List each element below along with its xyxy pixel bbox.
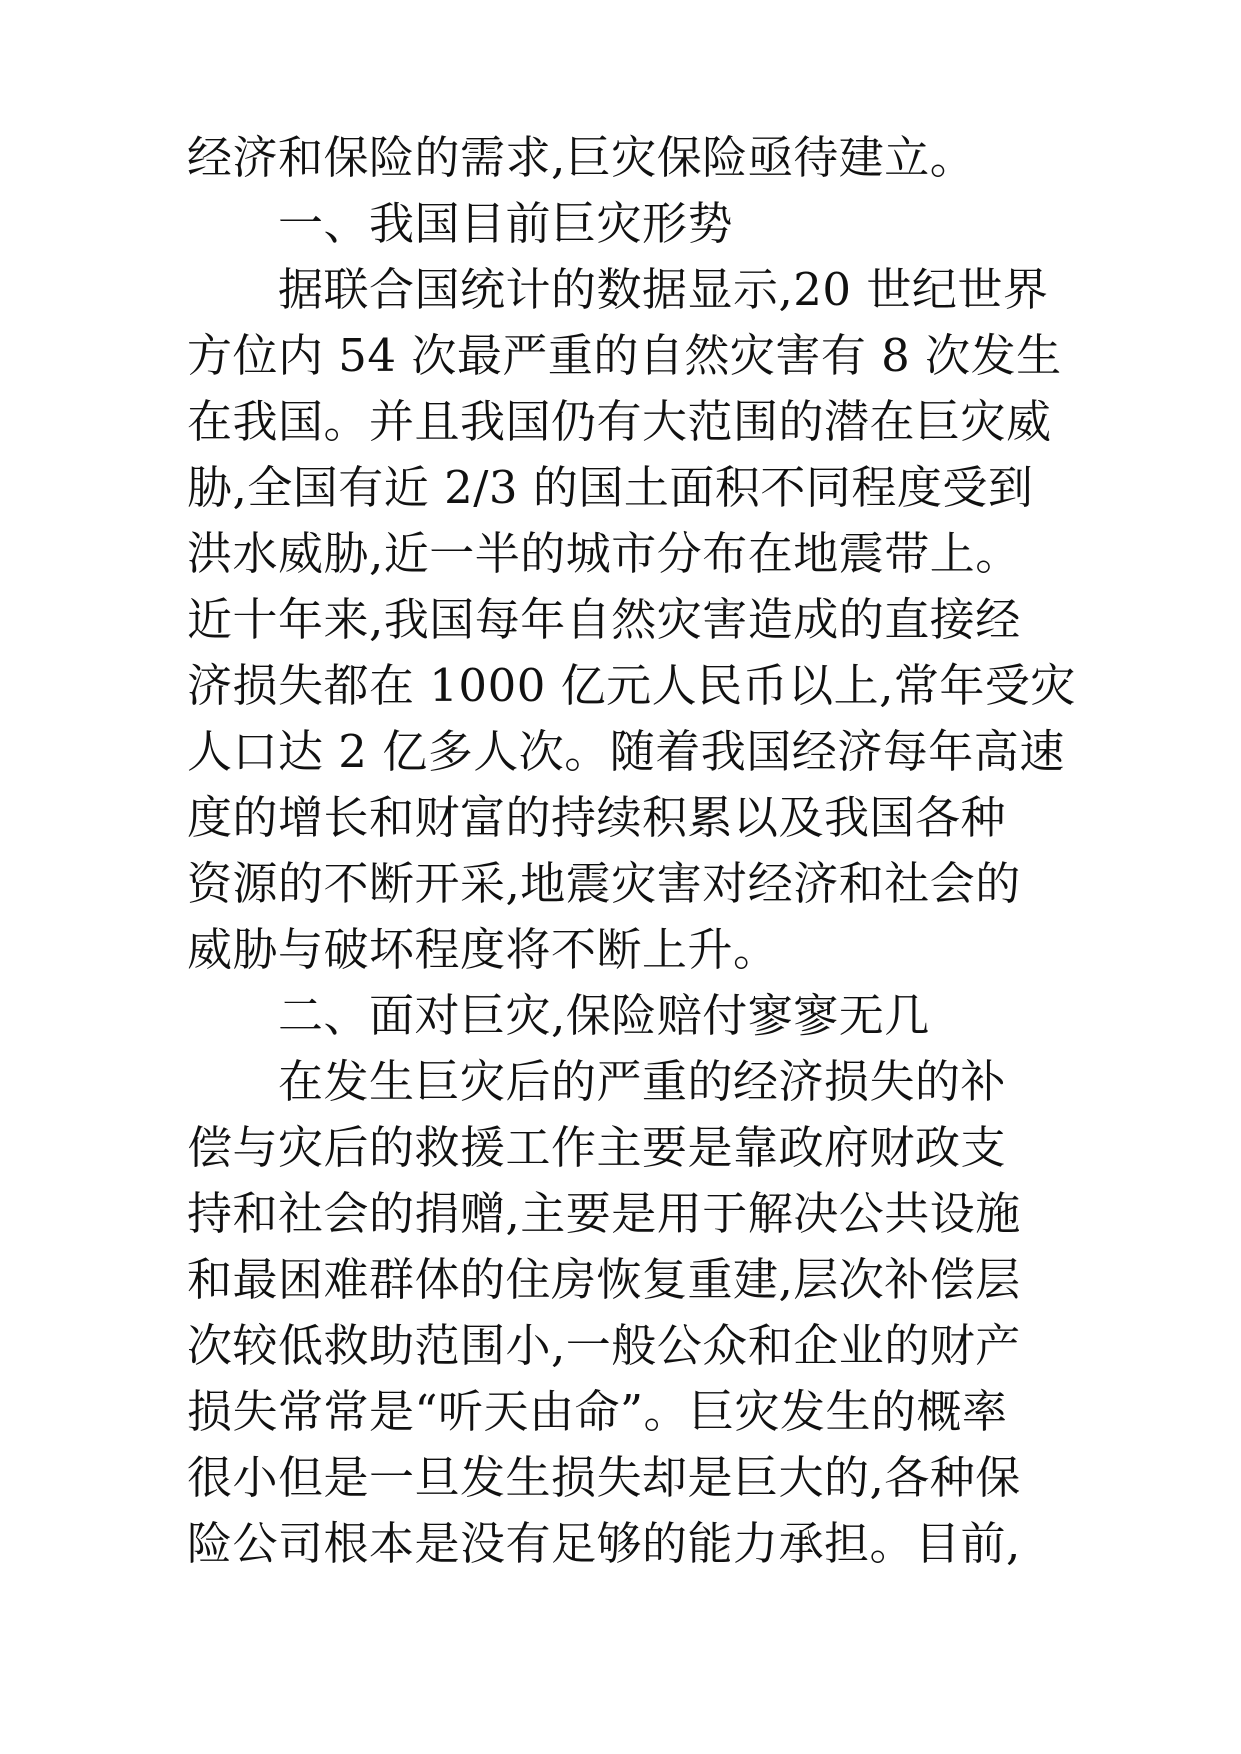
- text-line: 在发生巨灾后的严重的经济损失的补: [278, 1055, 1007, 1108]
- text-line: 威胁与破坏程度将不断上升。: [187, 923, 779, 976]
- text-line: 度的增长和财富的持续积累以及我国各种: [187, 791, 1007, 844]
- text-line: 近十年来,我国每年自然灾害造成的直接经: [187, 593, 1021, 646]
- section-heading: 二、面对巨灾,保险赔付寥寥无几: [278, 989, 930, 1042]
- text-line: 偿与灾后的救援工作主要是靠政府财政支: [187, 1121, 1007, 1174]
- text-line: 方位内 54 次最严重的自然灾害有 8 次发生: [187, 329, 1062, 382]
- text-line: 洪水威胁,近一半的城市分布在地震带上。: [187, 527, 1021, 580]
- text-line: 据联合国统计的数据显示,20 世纪世界: [278, 263, 1049, 316]
- text-line: 险公司根本是没有足够的能力承担。目前,: [187, 1517, 1021, 1570]
- text-line: 次较低救助范围小,一般公众和企业的财产: [187, 1319, 1021, 1372]
- text-line: 资源的不断开采,地震灾害对经济和社会的: [187, 857, 1021, 910]
- text-line: 济损失都在 1000 亿元人民币以上,常年受灾: [187, 659, 1076, 712]
- text-line: 人口达 2 亿多人次。随着我国经济每年高速: [187, 725, 1065, 778]
- text-line: 持和社会的捐赠,主要是用于解决公共设施: [187, 1187, 1021, 1240]
- text-line: 经济和保险的需求,巨灾保险亟待建立。: [187, 131, 976, 184]
- text-line: 在我国。并且我国仍有大范围的潜在巨灾威: [187, 395, 1052, 448]
- text-line: 和最困难群体的住房恢复重建,层次补偿层: [187, 1253, 1021, 1306]
- text-line: 胁,全国有近 2/3 的国土面积不同程度受到: [187, 461, 1034, 514]
- text-line: 损失常常是“听天由命”。巨灾发生的概率: [187, 1385, 1008, 1438]
- section-heading: 一、我国目前巨灾形势: [278, 197, 734, 250]
- text-line: 很小但是一旦发生损失却是巨大的,各种保: [187, 1451, 1021, 1504]
